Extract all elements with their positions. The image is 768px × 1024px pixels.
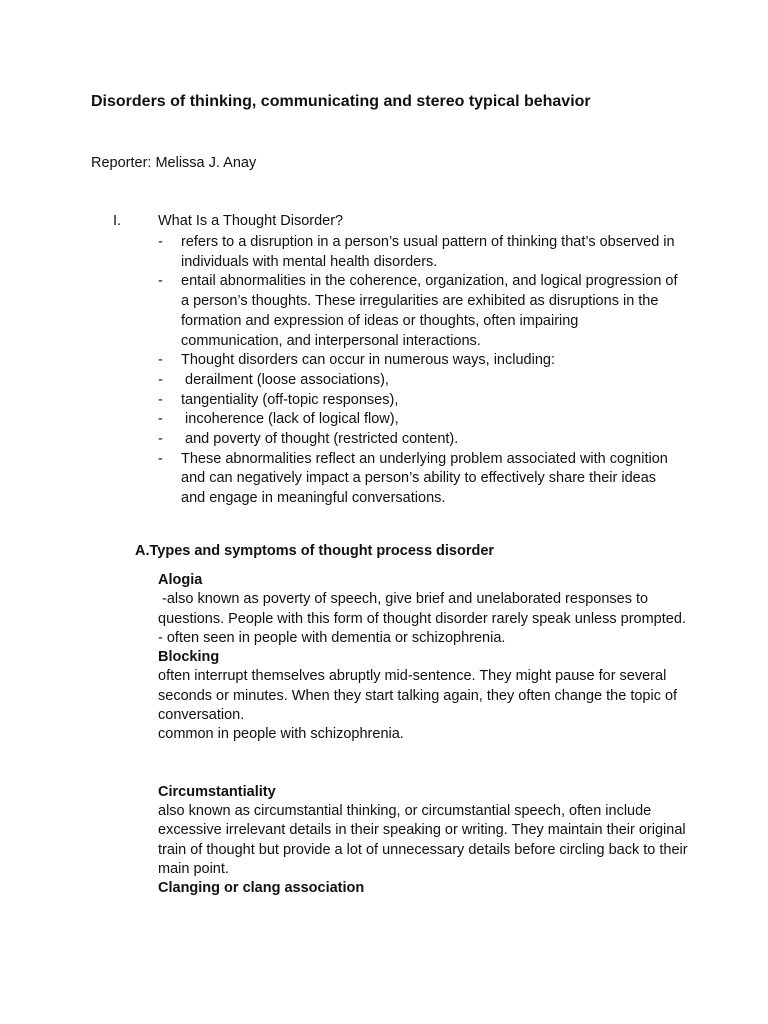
list-item bbox=[158, 430, 678, 450]
list-item-text: and poverty of thought (restricted content). bbox=[181, 431, 459, 448]
dash-bullet: - bbox=[158, 352, 163, 369]
list-item bbox=[158, 410, 678, 430]
dash-bullet: - bbox=[158, 371, 163, 388]
dash-bullet: - bbox=[158, 450, 163, 467]
term-circumstantiality: Circumstantiality bbox=[158, 783, 276, 800]
blocking-description: often interrupt themselves abruptly mid-sentence. They might pause for several seconds or minutes. When they start talking again, they often change the topic of conversation. bbox=[158, 668, 678, 724]
term-alogia: Alogia bbox=[158, 572, 203, 588]
dash-bullet: - bbox=[158, 391, 163, 408]
list-item bbox=[158, 351, 678, 371]
list-item-text: refers to a disruption in a person’s usual pattern of thinking that’s observed in individuals with mental health disorders. bbox=[181, 234, 675, 270]
list-item-text: entail abnormalities in the coherence, organization, and logical progression of a person’s thoughts. These irregularities are exhibited as disruptions in the formation and expression of ideas or thoughts, often impairing communication, and interpersonal interactions. bbox=[181, 273, 678, 349]
term-clanging: Clanging or clang association bbox=[158, 880, 365, 897]
list-item-text: derailment (loose associations), bbox=[181, 371, 389, 388]
dash-bullet: - bbox=[158, 273, 163, 290]
list-item-text: Thought disorders can occur in numerous ways, including: bbox=[181, 352, 555, 369]
list-item-text: tangentiality (off-topic responses), bbox=[181, 391, 399, 408]
alogia-description: -also known as poverty of speech, give brief and unelaborated responses to questions. People with this form of thought disorder rarely speak unless prompted. bbox=[158, 591, 686, 627]
circumstantiality-description: also known as circumstantial thinking, or circumstantial speech, often include excessive irrelevant details in their speaking or writing. They maintain their original train of thought but provide a lot of unnecessary details before circling back to their main point. bbox=[158, 802, 688, 877]
list-item-text: These abnormalities reflect an underlying problem associated with cognition and can negatively impact a person’s ability to effectively share their ideas and engage in meaningful conversations. bbox=[181, 450, 668, 507]
types-section bbox=[158, 571, 693, 898]
list-item bbox=[158, 450, 678, 509]
list-item bbox=[158, 371, 678, 391]
reporter-line: Reporter: Melissa J. Anay bbox=[91, 155, 257, 171]
list-item bbox=[158, 391, 678, 411]
subsection-heading: A.Types and symptoms of thought process disorder bbox=[135, 543, 495, 559]
section-numeral: I. bbox=[113, 213, 122, 229]
term-blocking: Blocking bbox=[158, 649, 220, 666]
dash-bullet: - bbox=[158, 431, 163, 448]
alogia-note: - often seen in people with dementia or schizophrenia. bbox=[158, 629, 506, 646]
section-heading: What Is a Thought Disorder? bbox=[158, 213, 344, 229]
blocking-note: common in people with schizophrenia. bbox=[158, 726, 404, 743]
thought-disorder-bullet-list bbox=[158, 233, 678, 509]
list-item bbox=[158, 233, 678, 272]
dash-bullet: - bbox=[158, 411, 163, 428]
spacer bbox=[158, 745, 693, 783]
dash-bullet: - bbox=[158, 234, 163, 250]
list-item bbox=[158, 272, 678, 351]
document-title: Disorders of thinking, communicating and stereo typical behavior bbox=[91, 93, 591, 110]
list-item-text: incoherence (lack of logical flow), bbox=[181, 411, 399, 428]
